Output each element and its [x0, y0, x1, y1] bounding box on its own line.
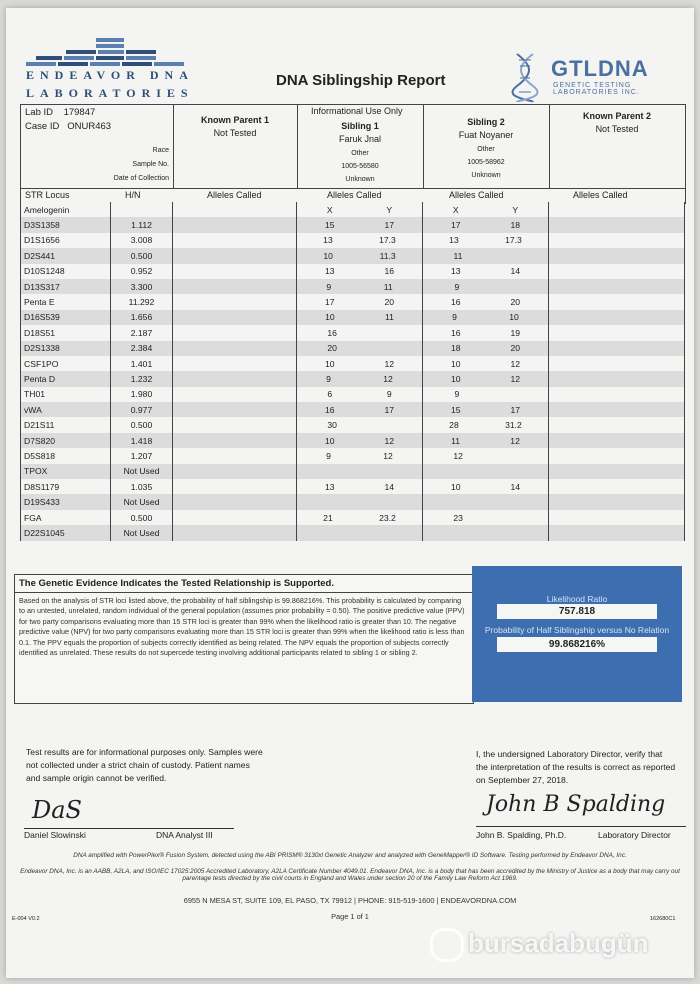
hn-cell: Not Used	[111, 464, 173, 479]
parent2-alleles-cell	[549, 310, 685, 325]
allele-value: 16	[450, 297, 461, 308]
probability-value: 99.868216%	[497, 637, 657, 652]
table-row	[21, 217, 685, 232]
allele-value: 13	[324, 266, 335, 277]
allele-value: Y	[512, 204, 519, 215]
sibling2-alleles-cell	[423, 310, 549, 325]
sibling1-alleles-cell	[297, 525, 423, 540]
parent2-alleles-cell	[549, 325, 685, 340]
hn-cell: 0.500	[111, 417, 173, 432]
hn-cell: 0.500	[111, 510, 173, 525]
sibling2-alleles-cell	[423, 494, 549, 509]
parent2-alleles-cell	[549, 371, 685, 386]
sibling1-alleles-cell	[297, 279, 423, 294]
analyst-signature: DaS	[32, 796, 82, 824]
sibling1-alleles-cell	[297, 510, 423, 525]
table-row	[21, 294, 685, 309]
allele-value: X	[452, 204, 459, 215]
hn-cell: 11.292	[111, 294, 173, 309]
hn-cell: 2.187	[111, 325, 173, 340]
sibling2-alleles-cell	[423, 371, 549, 386]
allele-value: 20	[384, 297, 395, 308]
allele-value: 9	[326, 450, 331, 461]
table-row	[21, 341, 685, 356]
parent2-alleles-cell	[549, 264, 685, 279]
sibling1-alleles-cell	[297, 371, 423, 386]
table-row	[21, 402, 685, 417]
table-row	[21, 356, 685, 371]
hn-cell: 1.401	[111, 356, 173, 371]
probability-label: Probability of Half Siblingship versus No Relation	[484, 625, 670, 635]
lab-name-line2: LABORATORIES	[26, 86, 194, 100]
parent1-alleles-cell	[173, 294, 297, 309]
parent1-alleles-cell	[173, 494, 297, 509]
locus-cell: D5S818	[21, 448, 111, 463]
analyst-title: DNA Analyst III	[156, 830, 213, 840]
analyst-signature-line	[24, 828, 234, 829]
sibling1-alleles-cell	[297, 433, 423, 448]
table-row	[21, 387, 685, 402]
table-row	[21, 233, 685, 248]
sibling2-alleles-cell	[423, 202, 549, 217]
allele-value: 10	[323, 250, 333, 261]
race-label: Race	[152, 147, 169, 154]
sibling1-alleles-cell	[297, 402, 423, 417]
document-code: 162680C1	[650, 916, 676, 922]
allele-value: 23	[453, 512, 463, 523]
allele-value: 14	[384, 481, 395, 492]
sibling2-alleles-cell	[423, 341, 549, 356]
locus-cell: D2S441	[21, 248, 111, 263]
sibling2-alleles-cell	[423, 325, 549, 340]
parent1-alleles-cell	[173, 310, 297, 325]
party-title: Known Parent 2	[582, 111, 651, 121]
parent2-alleles-cell	[549, 294, 685, 309]
table-row	[21, 310, 685, 325]
allele-value: 18	[450, 343, 461, 354]
allele-value: 11	[383, 281, 393, 292]
parent1-alleles-cell	[173, 464, 297, 479]
report-sheet	[6, 8, 694, 978]
allele-value: 13	[449, 235, 459, 246]
sibling-1-column	[297, 105, 424, 201]
hn-cell	[111, 202, 173, 217]
sibling1-alleles-cell	[297, 494, 423, 509]
allele-value: 12	[510, 373, 521, 384]
allele-value: 9	[326, 373, 331, 384]
locus-cell: D22S1045	[21, 525, 111, 540]
header-alleles-parent2: Alleles Called	[573, 190, 628, 200]
sibling1-alleles-cell	[297, 448, 423, 463]
likelihood-ratio-label: Likelihood Ratio	[546, 594, 608, 604]
case-id-label: Case ID	[25, 121, 60, 132]
sibling2-alleles-cell	[423, 525, 549, 540]
allele-value: 9	[454, 281, 460, 292]
endeavor-logo-icon	[26, 36, 191, 70]
allele-value: 21	[323, 512, 333, 523]
evidence-title: The Genetic Evidence Indicates the Tested Relationship is Supported.	[15, 575, 473, 593]
allele-value: 20	[327, 343, 337, 354]
sibling2-alleles-cell	[423, 248, 549, 263]
allele-value: 17	[384, 220, 395, 231]
hn-cell: 0.952	[111, 264, 173, 279]
locus-cell: D21S11	[21, 417, 111, 432]
parent1-alleles-cell	[173, 417, 297, 432]
sibling2-alleles-cell	[423, 510, 549, 525]
sibling1-alleles-cell	[297, 310, 423, 325]
sibling2-alleles-cell	[423, 417, 549, 432]
gtl-logo-subtitle: GENETIC TESTING LABORATORIES INC.	[553, 82, 640, 96]
parent2-alleles-cell	[549, 525, 685, 540]
sibling2-alleles-cell	[423, 264, 549, 279]
allele-value: 9	[452, 312, 457, 323]
allele-value: 16	[450, 327, 461, 338]
sibling1-alleles-cell	[297, 341, 423, 356]
sibling2-alleles-cell	[423, 217, 549, 232]
sibling2-alleles-cell	[423, 356, 549, 371]
allele-value: 9	[386, 389, 392, 400]
sibling1-alleles-cell	[297, 325, 423, 340]
parent2-alleles-cell	[549, 248, 685, 263]
parent2-alleles-cell	[549, 402, 685, 417]
locus-cell: D1S1656	[21, 233, 111, 248]
parent1-alleles-cell	[173, 279, 297, 294]
sibling2-alleles-cell	[423, 433, 549, 448]
allele-value: 10	[325, 312, 335, 323]
address-line: 6955 N MESA ST, SUITE 109, EL PASO, TX 79912 | PHONE: 915-519-1600 | ENDEAVORDNA.COM	[183, 896, 517, 905]
director-title: Laboratory Director	[598, 830, 671, 840]
allele-value: 12	[510, 358, 521, 369]
form-code: E-004 V0.2	[12, 916, 40, 922]
locus-cell: D3S1358	[21, 217, 111, 232]
parent2-alleles-cell	[549, 202, 685, 217]
parent2-alleles-cell	[549, 233, 685, 248]
locus-cell: D7S820	[21, 433, 111, 448]
parent2-alleles-cell	[549, 448, 685, 463]
locus-cell: Amelogenin	[21, 202, 111, 217]
allele-value: 12	[453, 450, 463, 461]
analyst-name: Daniel Slowinski	[24, 830, 86, 840]
hn-cell: 1.980	[111, 387, 173, 402]
case-column	[21, 105, 174, 201]
locus-cell: D8S1179	[21, 479, 111, 494]
allele-value: 10	[450, 358, 461, 369]
watermark-text: bursadabugün	[468, 928, 649, 958]
party-title: Sibling 1	[341, 121, 379, 131]
parent1-alleles-cell	[173, 448, 297, 463]
parent2-alleles-cell	[549, 356, 685, 371]
allele-value: 10	[509, 312, 519, 323]
lab-id-value: 179847	[63, 107, 96, 118]
known-parent-1-column	[173, 105, 298, 201]
sibling1-alleles-cell	[297, 294, 423, 309]
parent1-alleles-cell	[173, 325, 297, 340]
allele-value: 17	[510, 404, 521, 415]
director-statement: I, the undersigned Laboratory Director, verify that the interpretation of the results is correct as reported on September 27, 2018.	[476, 749, 676, 785]
allele-value: 10	[450, 373, 461, 384]
table-row	[21, 248, 685, 263]
table-row	[21, 264, 685, 279]
disclaimer-text: Test results are for informational purposes only. Samples were not collected under a strict chain of custody. Patient names and sample origin cannot be verified.	[26, 747, 263, 783]
director-signature-line	[476, 826, 686, 827]
sibling2-alleles-cell	[423, 479, 549, 494]
parent1-alleles-cell	[173, 525, 297, 540]
gtl-logo-text: GTLDNA	[551, 56, 649, 81]
locus-cell: D19S433	[21, 494, 111, 509]
sibling1-alleles-cell	[297, 264, 423, 279]
parent2-alleles-cell	[549, 387, 685, 402]
parent1-alleles-cell	[173, 433, 297, 448]
sibling1-alleles-cell	[297, 233, 423, 248]
informational-use-label: Informational Use Only	[311, 106, 403, 116]
sibling1-alleles-cell	[297, 248, 423, 263]
fine-print-1: DNA amplified with PowerPlex® Fusion System, detected using the ABI PRISM® 3130xl Genetic Analyzer and analyzed with GeneMapper® ID Software. Testing performed by Endeavor DNA, Inc.	[73, 852, 627, 859]
hn-cell: 1.112	[111, 217, 173, 232]
allele-value: 6	[327, 389, 333, 400]
table-row	[21, 325, 685, 340]
parent1-alleles-cell	[173, 479, 297, 494]
allele-value: 16	[324, 404, 335, 415]
sibling2-alleles-cell	[423, 402, 549, 417]
locus-cell: D18S51	[21, 325, 111, 340]
allele-value: 12	[383, 450, 393, 461]
sibling-2-column	[423, 105, 550, 201]
parent2-alleles-cell	[549, 479, 685, 494]
locus-cell: D2S1338	[21, 341, 111, 356]
hn-cell: 1.656	[111, 310, 173, 325]
table-row	[21, 433, 685, 448]
hn-cell: 0.977	[111, 402, 173, 417]
locus-cell: CSF1PO	[21, 356, 111, 371]
party-sample: 1005-56580	[341, 163, 379, 170]
known-parent-2-column	[549, 105, 685, 201]
locus-cell: D13S317	[21, 279, 111, 294]
locus-cell: FGA	[21, 510, 111, 525]
locus-cell: TPOX	[21, 464, 111, 479]
sibling1-alleles-cell	[297, 387, 423, 402]
allele-value: 13	[323, 235, 333, 246]
watermark	[430, 928, 649, 962]
parent1-alleles-cell	[173, 264, 297, 279]
hn-cell: 1.232	[111, 371, 173, 386]
sibling1-alleles-cell	[297, 464, 423, 479]
result-panel	[472, 566, 682, 702]
allele-value: 14	[510, 266, 521, 277]
allele-value: 10	[324, 358, 335, 369]
header-str-locus: STR Locus	[25, 190, 70, 200]
str-table-body	[21, 202, 685, 541]
hn-cell: 1.418	[111, 433, 173, 448]
case-info-header	[20, 104, 686, 201]
allele-value: X	[326, 204, 333, 215]
allele-value: 12	[384, 358, 395, 369]
allele-value: 30	[327, 420, 337, 431]
table-row	[21, 510, 685, 525]
locus-cell: TH01	[21, 387, 111, 402]
hn-cell: 1.207	[111, 448, 173, 463]
allele-value: 11	[384, 312, 394, 323]
hn-cell: Not Used	[111, 525, 173, 540]
allele-value: 19	[510, 327, 521, 338]
allele-value: 16	[384, 266, 395, 277]
table-row	[21, 525, 685, 540]
report-title: DNA Siblingship Report	[276, 72, 446, 89]
case-id-value: ONUR463	[67, 121, 112, 132]
parent2-alleles-cell	[549, 341, 685, 356]
parent2-alleles-cell	[549, 510, 685, 525]
party-name: Fuat Noyaner	[458, 130, 514, 140]
table-row	[21, 479, 685, 494]
allele-value: 17.3	[505, 235, 522, 246]
dna-helix-icon	[511, 52, 539, 104]
allele-value: 13	[450, 266, 461, 277]
parent2-alleles-cell	[549, 494, 685, 509]
allele-value: 9	[326, 281, 332, 292]
locus-cell: Penta D	[21, 371, 111, 386]
parent1-alleles-cell	[173, 202, 297, 217]
allele-value: 10	[450, 481, 461, 492]
party-race: Other	[351, 150, 369, 157]
allele-value: 17	[384, 404, 395, 415]
header-alleles-sibling1: Alleles Called	[327, 190, 382, 200]
sibling2-alleles-cell	[423, 387, 549, 402]
parent1-alleles-cell	[173, 356, 297, 371]
allele-value: 10	[324, 435, 335, 446]
sibling2-alleles-cell	[423, 233, 549, 248]
parent1-alleles-cell	[173, 387, 297, 402]
party-name: Not Tested	[595, 124, 639, 134]
allele-value: 18	[510, 220, 521, 231]
watermark-logo-icon	[430, 928, 464, 962]
parent2-alleles-cell	[549, 464, 685, 479]
party-race: Other	[477, 146, 495, 153]
parent1-alleles-cell	[173, 248, 297, 263]
parent1-alleles-cell	[173, 341, 297, 356]
sample-label: Sample No.	[132, 161, 169, 168]
party-date: Unknown	[471, 172, 501, 179]
allele-value: 12	[384, 435, 395, 446]
sibling1-alleles-cell	[297, 217, 423, 232]
table-row	[21, 448, 685, 463]
allele-value: 17	[450, 220, 461, 231]
locus-cell: vWA	[21, 402, 111, 417]
evidence-box	[14, 574, 474, 704]
allele-value: 28	[449, 420, 459, 431]
allele-value: 31.2	[505, 420, 522, 431]
party-title: Known Parent 1	[200, 115, 269, 125]
header-hn: H/N	[125, 190, 141, 200]
parent1-alleles-cell	[173, 402, 297, 417]
hn-cell: 3.300	[111, 279, 173, 294]
lab-id-label: Lab ID	[25, 107, 53, 118]
allele-value: 15	[324, 220, 335, 231]
allele-value: Y	[386, 204, 393, 215]
table-row	[21, 494, 685, 509]
allele-value: 15	[450, 404, 461, 415]
allele-value: 11.3	[379, 250, 396, 261]
allele-value: 12	[510, 435, 520, 446]
allele-value: 17	[324, 297, 335, 308]
table-row	[21, 371, 685, 386]
allele-value: 23.2	[379, 512, 396, 523]
party-name: Not Tested	[213, 128, 257, 138]
header-alleles-sibling2: Alleles Called	[449, 190, 504, 200]
table-row	[21, 279, 685, 294]
parent2-alleles-cell	[549, 279, 685, 294]
party-sample: 1005-58962	[467, 159, 505, 166]
party-name: Faruk Jnal	[338, 134, 382, 144]
allele-value: 20	[510, 297, 521, 308]
table-row	[21, 417, 685, 432]
parent1-alleles-cell	[173, 510, 297, 525]
allele-value: 11	[451, 435, 461, 446]
locus-cell: D16S539	[21, 310, 111, 325]
hn-cell: Not Used	[111, 494, 173, 509]
sibling1-alleles-cell	[297, 417, 423, 432]
sibling2-alleles-cell	[423, 294, 549, 309]
parent1-alleles-cell	[173, 371, 297, 386]
sibling2-alleles-cell	[423, 464, 549, 479]
party-title: Sibling 2	[467, 117, 505, 127]
table-row	[21, 202, 685, 217]
allele-value: 13	[324, 481, 335, 492]
str-table	[20, 202, 685, 541]
sibling1-alleles-cell	[297, 202, 423, 217]
parent2-alleles-cell	[549, 433, 685, 448]
allele-value: 9	[454, 389, 460, 400]
parent2-alleles-cell	[549, 417, 685, 432]
allele-value: 17.3	[379, 235, 396, 246]
parent2-alleles-cell	[549, 217, 685, 232]
likelihood-ratio-value: 757.818	[497, 604, 657, 619]
sibling2-alleles-cell	[423, 448, 549, 463]
table-row	[21, 464, 685, 479]
sibling1-alleles-cell	[297, 356, 423, 371]
parent1-alleles-cell	[173, 217, 297, 232]
date-label: Date of Collection	[113, 175, 169, 182]
locus-cell: Penta E	[21, 294, 111, 309]
allele-value: 11	[453, 250, 463, 261]
allele-value: 20	[510, 343, 521, 354]
hn-cell: 2.384	[111, 341, 173, 356]
sibling2-alleles-cell	[423, 279, 549, 294]
allele-value: 16	[327, 327, 337, 338]
hn-cell: 0.500	[111, 248, 173, 263]
director-name: John B. Spalding, Ph.D.	[476, 830, 567, 840]
party-date: Unknown	[345, 176, 375, 183]
allele-value: 14	[510, 481, 521, 492]
lab-name-line1: ENDEAVOR DNA	[26, 68, 194, 82]
director-signature: John B Spalding	[486, 792, 666, 817]
page-number: Page 1 of 1	[331, 912, 369, 921]
fine-print-2: Endeavor DNA, Inc. is an AABB, A2LA, and ISO/IEC 17025:2005 Accredited Laboratory, A2LA Certificate Number 4049.01. Endeavor DNA, Inc. is a body that has been accredited by the Ministry of Justice as a body that may carry out parentage tests directed by the civil courts in England and Wales under section 20 of the Family Law Reform Act 1969.	[20, 868, 680, 882]
allele-value: 12	[383, 373, 393, 384]
evidence-text: Based on the analysis of STR loci listed above, the probability of half siblingship is 99.868216%. This probability is calculated by comparing to an untested, unrelated, random individual of the general population (assumes prior probability = 0.50). The positive predictive value (PPV) for two party comparisons evaluating more than 15 STR loci is greater than 99% when the likelihood ratio is greater than 10. The negative predictive value (NPV) for two party comparisons evaluating more than 15 STR loci is greater than 99% when the likelihood ratio is less than 0.1. The PPV equals the proportion of subjects correctly identified as being related. The NPV equals the proportion of subjects correctly identified as unrelated. These results do not supercede testing involving additional participants related to sibling 1 or sibling 2.	[19, 596, 465, 658]
header-alleles-parent1: Alleles Called	[207, 190, 262, 200]
locus-cell: D10S1248	[21, 264, 111, 279]
parent1-alleles-cell	[173, 233, 297, 248]
hn-cell: 3.008	[111, 233, 173, 248]
hn-cell: 1.035	[111, 479, 173, 494]
sibling1-alleles-cell	[297, 479, 423, 494]
